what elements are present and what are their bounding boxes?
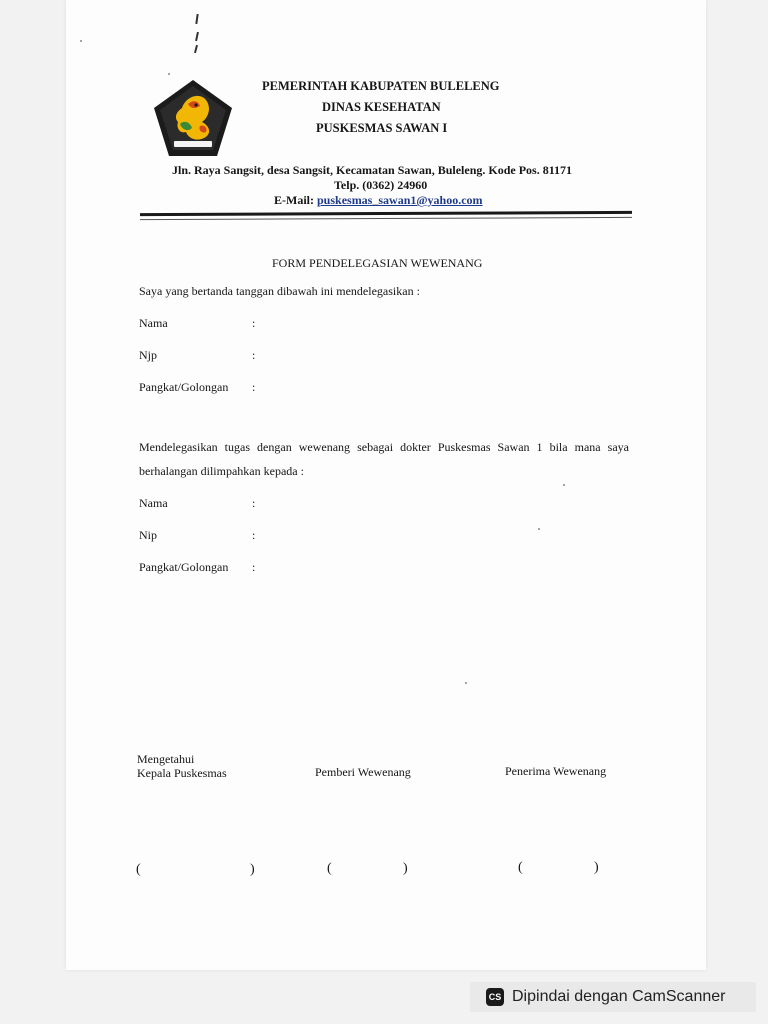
delegate-rank-label: Pangkat/Golongan (139, 560, 229, 574)
signature-head-line1: Mengetahui (137, 752, 195, 766)
buleleng-crest-icon (152, 78, 234, 158)
email-link[interactable]: puskesmas_sawan1@yahoo.com (317, 193, 483, 207)
camscanner-logo-icon: CS (486, 988, 504, 1006)
scan-speck (563, 484, 565, 486)
letterhead-line1: PEMERINTAH KABUPATEN BULELENG (262, 79, 500, 93)
delegate-name-colon: : (252, 496, 256, 510)
delegate-nip-colon: : (252, 528, 256, 542)
signature-giver-close-paren: ) (403, 861, 408, 876)
scan-speck (465, 682, 467, 684)
delegate-name-label: Nama (139, 496, 168, 510)
delegator-rank-colon: : (252, 380, 256, 394)
camscanner-text: Dipindai dengan CamScanner (512, 988, 726, 1005)
signature-receiver-close-paren: ) (594, 860, 599, 875)
letterhead-phone: Telp. (0362) 24960 (334, 178, 428, 192)
form-intro: Saya yang bertanda tanggan dibawah ini mendelegasikan : (139, 284, 420, 298)
scan-speck (538, 528, 540, 530)
signature-head-close-paren: ) (250, 862, 255, 877)
delegator-name-colon: : (252, 316, 256, 330)
letterhead-address: Jln. Raya Sangsit, desa Sangsit, Kecamatan Sawan, Buleleng. Kode Pos. 81171 (172, 163, 573, 177)
delegate-rank-colon: : (252, 560, 256, 574)
signature-head-line2: Kepala Puskesmas (137, 766, 227, 780)
signature-receiver-open-paren: ( (518, 860, 523, 875)
letterhead-line2: DINAS KESEHATAN (322, 100, 441, 114)
delegator-njp-colon: : (252, 348, 256, 362)
delegator-name-label: Nama (139, 316, 168, 330)
letterhead-email (274, 193, 483, 208)
camscanner-watermark (470, 982, 756, 1012)
email-label: E-Mail: (274, 193, 314, 207)
delegator-rank-label: Pangkat/Golongan (139, 380, 229, 394)
scan-speck (168, 73, 170, 75)
signature-giver-label: Pemberi Wewenang (315, 765, 411, 779)
scan-speck (80, 40, 82, 42)
delegation-statement-line1: Mendelegasikan tugas dengan wewenang sebagai dokter Puskesmas Sawan 1 bila mana saya (139, 440, 629, 454)
letterhead-line3: PUSKESMAS SAWAN I (316, 121, 448, 135)
signature-receiver-label: Penerima Wewenang (505, 764, 607, 778)
form-title: FORM PENDELEGASIAN WEWENANG (272, 256, 483, 270)
delegator-njp-label: Njp (139, 348, 157, 362)
signature-head-open-paren: ( (136, 862, 141, 877)
signature-giver-open-paren: ( (327, 861, 332, 876)
delegation-statement-line2: berhalangan dilimpahkan kepada : (139, 464, 304, 478)
delegate-nip-label: Nip (139, 528, 157, 542)
